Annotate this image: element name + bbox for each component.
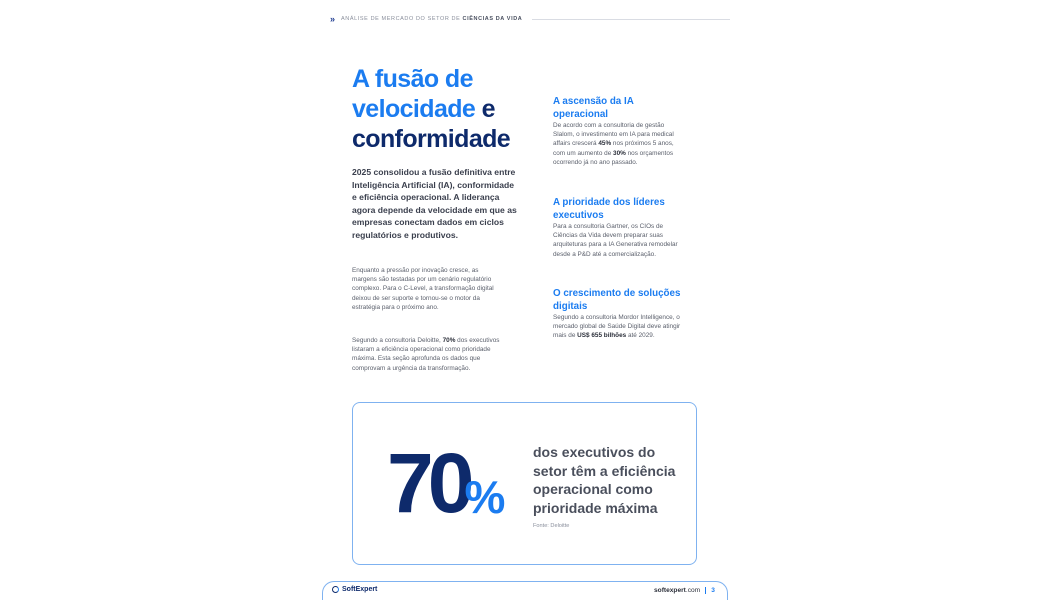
side-block-title: A ascensão da IA operacional (553, 96, 634, 120)
section-label: ANÁLISE DE MERCADO DO SETOR DE CIÊNCIAS DA VIDA (341, 16, 523, 22)
body-paragraph-2: Segundo a consultoria Deloitte, 70% dos executivos listaram a eficiência operacional como prioridade máxima. Esta seção aprofunda os dados que comprovam a urgência da transformação. (352, 337, 500, 372)
page-title: A fusão de velocidade e conformidade (352, 65, 511, 153)
side-block-text: De acordo com a consultoria de gestão Slalom, o investimento em IA para medical affairs crescerá 45% nos próximos 5 anos, com um aumento de 30% nos orçamentos ocorrendo já no ano passado. (553, 122, 674, 166)
side-block-lideres-executivos (553, 196, 685, 259)
side-block-text: Segundo a consultoria Mordor Intelligence, o mercado global de Saúde Digital deve atingir mais de US$ 655 bilhões até 2029. (553, 314, 681, 340)
stat-callout-card (352, 402, 697, 565)
footer-meta (654, 587, 715, 594)
running-header (330, 14, 730, 24)
side-block-solucoes-digitais (553, 287, 685, 341)
page-number: 3 (711, 587, 715, 594)
side-block-title: A prioridade dos líderes executivos (553, 197, 665, 221)
stat-description: dos executivos do setor têm a eficiência operacional como prioridade máxima (533, 444, 676, 516)
footer-separator (705, 587, 706, 594)
side-block-ia-operacional (553, 95, 685, 167)
logo-mark-icon (332, 586, 339, 593)
body-paragraph-1: Enquanto a pressão por inovação cresce, as margens são testadas por um cenário regulatório complexo. Para o C-Level, a transformação digital deixou de ser suporte e tornou-se o motor da estratégia para o próximo ano. (352, 267, 494, 311)
stat-percent-sign: % (464, 471, 506, 523)
softexpert-logo (332, 586, 377, 593)
stat-number (387, 436, 506, 530)
side-block-title: O crescimento de soluções digitais (553, 288, 681, 312)
chevron-right-icon: » (330, 13, 336, 24)
side-block-text: Para a consultoria Gartner, os CIOs de Ciências da Vida devem preparar suas arquiteturas para a IA Generativa remodelar desde a P&D até a comercialização. (553, 223, 678, 258)
stat-value: 70 (387, 436, 469, 530)
brand-name: SoftExpert (342, 586, 378, 593)
stat-source: Fonte: Deloitte (533, 523, 570, 529)
footer-url[interactable]: softexpert.com (654, 587, 701, 594)
header-divider (532, 19, 730, 20)
lead-paragraph: 2025 consolidou a fusão definitiva entre Inteligência Artificial (IA), conformidade e eficiência operacional. A liderança agora depende da velocidade em que as empresas conectam dados em ciclos regulatórios e produtivos. (352, 167, 517, 240)
